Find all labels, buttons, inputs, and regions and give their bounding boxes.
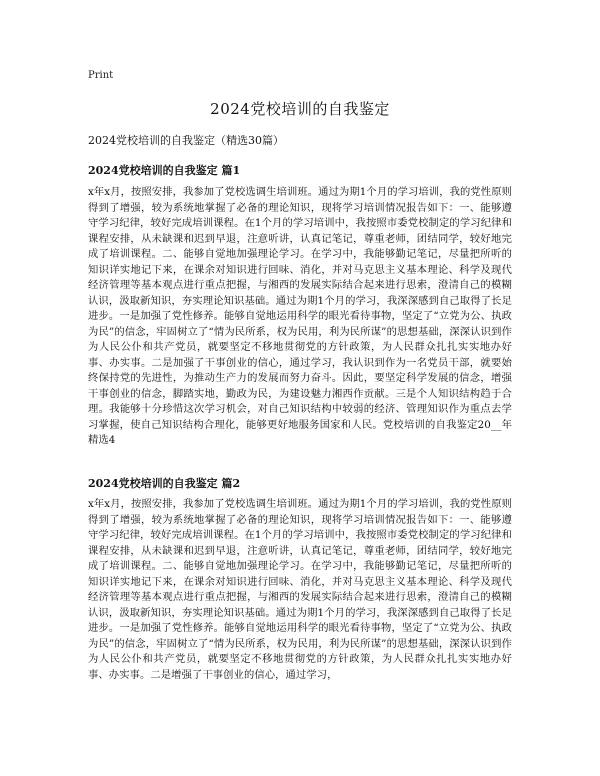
section-heading-1: 2024党校培训的自我鉴定 篇1 [88,164,241,177]
section-body-1: x年x月，按照安排，我参加了党校选调生培训班。通过为期1个月的学习培训，我的党性原则得到了增强，较为系统地掌握了必备的理论知识，现将学习培训情况报告如下：一、能够遵守学习纪律，较好完成培训课程。在1个月的学习培训中，我按照市委党校制定的学习纪律和课程安排，从未缺课和迟到早退，注意听讲，认真记笔记，尊重老师，团结同学，较好地完成了培训课程。二、能够自觉地加强理论学习。在学习中，我能够勤记笔记，尽量把所听的知识详实地记下来，在课余对知识进行回味、消化，并对马克思主义基本理论、科学及现代经济管理等基本观点进行重点把握，与湘西的发展实际结合起来进行思索，澄清自己的模糊认识，汲取新知识，夯实理论知识基础。通过为期1个月的学习，我深深感到自己取得了长足进步。一是加强了党性修养。能够自觉地运用科学的眼光看待事物，坚定了“立党为公、执政为民”的信念，牢固树立了“情为民所系，权为民用，利为民所谋”的思想基础，深深认识到作为人民公仆和共产党员，就要坚定不移地贯彻党的方针政策，为人民群众扎扎实实地办好事、办实事。二是加强了干事创业的信心，通过学习，我认识到作为一名党员干部，就要始终保持党的先进性，为推动生产力的发展而努力奋斗。因此，要坚定科学发展的信念，增强干事创业的信念，脚踏实地，勤政为民，为建设魅力湘西作贡献。三是个人知识结构趋于合理。我能够十分珍惜这次学习机会，对自己知识结构中较弱的经济、管理知识作为重点去学习掌握，使自己知识结构合理化，能够更好地服务国家和人民。党校培训的自我鉴定20__年精选4 [88,186,512,446]
print-label[interactable]: Print [88,70,114,81]
document-title: 2024党校培训的自我鉴定 [210,100,390,118]
section-body-2: x年x月，按照安排，我参加了党校选调生培训班。通过为期1个月的学习培训，我的党性原则得到了增强，较为系统地掌握了必备的理论知识，现将学习培训情况报告如下：一、能够遵守学习纪律，较好完成培训课程。在1个月的学习培训中，我按照市委党校制定的学习纪律和课程安排，从未缺课和迟到早退，注意听讲，认真记笔记，尊重老师，团结同学，较好地完成了培训课程。二、能够自觉地加强理论学习。在学习中，我能够勤记笔记，尽量把所听的知识详实地记下来，在课余对知识进行回味、消化，并对马克思主义基本理论、科学及现代经济管理等基本观点进行重点把握，与湘西的发展实际结合起来进行思索，澄清自己的模糊认识，汲取新知识，夯实理论知识基础。通过为期1个月的学习，我深深感到自己取得了长足进步。一是加强了党性修养。能够自觉地运用科学的眼光看待事物，坚定了“立党为公、执政为民”的信念，牢固树立了“情为民所系，权为民用，利为民所谋”的思想基础，深深认识到作为人民公仆和共产党员，就要坚定不移地贯彻党的方针政策，为人民群众扎扎实实地办好事、办实事。二是增强了干事创业的信心，通过学习， [88,498,512,681]
section-heading-2: 2024党校培训的自我鉴定 篇2 [88,477,241,490]
document-subtitle: 2024党校培训的自我鉴定（精选30篇） [88,134,284,147]
